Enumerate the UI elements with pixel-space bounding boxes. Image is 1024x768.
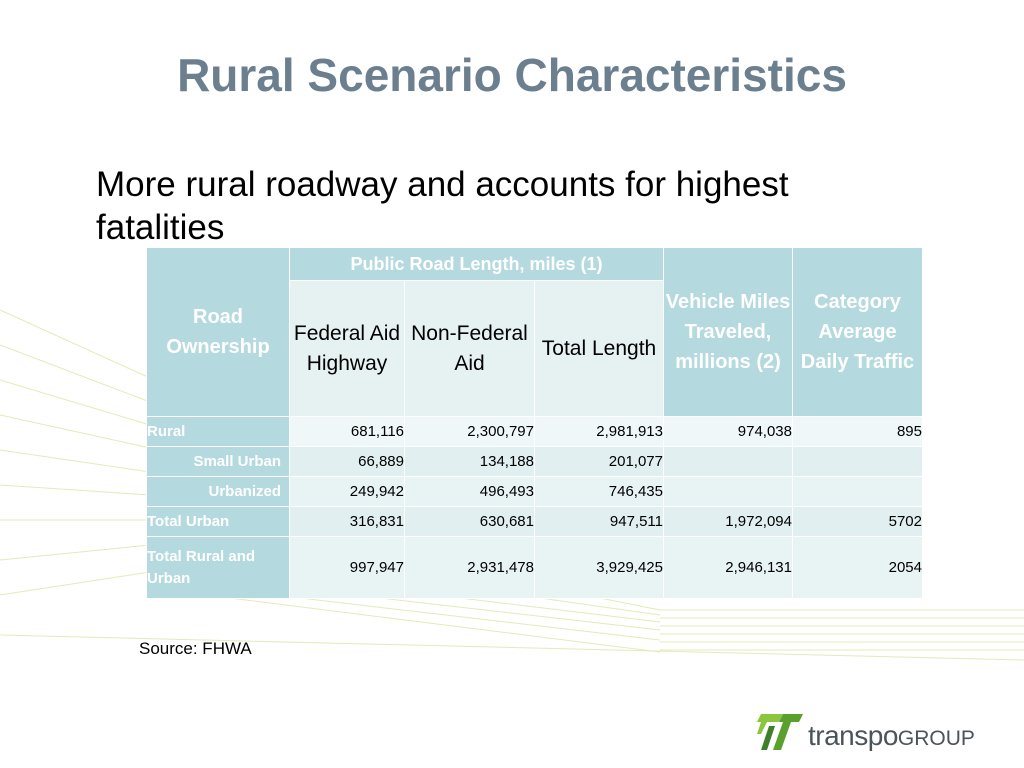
- total-length-value: 2,981,913: [535, 417, 664, 447]
- header-road-ownership: Road Ownership: [147, 248, 290, 417]
- vmt-value: [664, 447, 793, 477]
- non-federal-aid-value: 2,931,478: [405, 537, 535, 599]
- slide-subtitle: More rural roadway and accounts for highest fatalities: [96, 165, 789, 247]
- adt-value: 895: [793, 417, 923, 447]
- adt-value: 2054: [793, 537, 923, 599]
- federal-aid-value: 66,889: [290, 447, 405, 477]
- non-federal-aid-value: 496,493: [405, 477, 535, 507]
- header-federal-aid-highway: Federal Aid Highway: [290, 281, 405, 417]
- slide-title: Rural Scenario Characteristics: [177, 49, 847, 101]
- header-non-federal-aid: Non-Federal Aid: [405, 281, 535, 417]
- non-federal-aid-value: 2,300,797: [405, 417, 535, 447]
- road-statistics-table: [146, 247, 923, 599]
- source-note: Source: FHWA: [139, 639, 252, 658]
- federal-aid-value: 249,942: [290, 477, 405, 507]
- total-length-value: 3,929,425: [535, 537, 664, 599]
- total-length-value: 201,077: [535, 447, 664, 477]
- table-row: [147, 537, 923, 599]
- federal-aid-value: 997,947: [290, 537, 405, 599]
- total-length-value: 947,511: [535, 507, 664, 537]
- table-row: [147, 477, 923, 507]
- vmt-value: 2,946,131: [664, 537, 793, 599]
- row-label: Small Urban: [147, 447, 290, 477]
- non-federal-aid-value: 134,188: [405, 447, 535, 477]
- adt-value: [793, 477, 923, 507]
- table-row: [147, 447, 923, 477]
- federal-aid-value: 316,831: [290, 507, 405, 537]
- federal-aid-value: 681,116: [290, 417, 405, 447]
- vmt-value: 1,972,094: [664, 507, 793, 537]
- logo-suffix: GROUP: [897, 727, 975, 750]
- table-row: [147, 507, 923, 537]
- transpo-logo-mark-icon: [757, 712, 805, 754]
- adt-value: 5702: [793, 507, 923, 537]
- logo-brand: transpo: [808, 720, 898, 751]
- vmt-value: 974,038: [664, 417, 793, 447]
- non-federal-aid-value: 630,681: [405, 507, 535, 537]
- row-label: Total Rural and Urban: [147, 537, 290, 599]
- row-label: Total Urban: [147, 507, 290, 537]
- row-label: Urbanized: [147, 477, 290, 507]
- header-average-daily-traffic: Category Average Daily Traffic: [793, 248, 923, 417]
- adt-value: [793, 447, 923, 477]
- vmt-value: [664, 477, 793, 507]
- header-vehicle-miles-traveled: Vehicle Miles Traveled, millions (2): [664, 248, 793, 417]
- header-public-road-length: Public Road Length, miles (1): [290, 248, 664, 281]
- header-total-length: Total Length: [535, 281, 664, 417]
- total-length-value: 746,435: [535, 477, 664, 507]
- transpo-group-logo: [808, 720, 975, 752]
- table-row: [147, 417, 923, 447]
- row-label: Rural: [147, 417, 290, 447]
